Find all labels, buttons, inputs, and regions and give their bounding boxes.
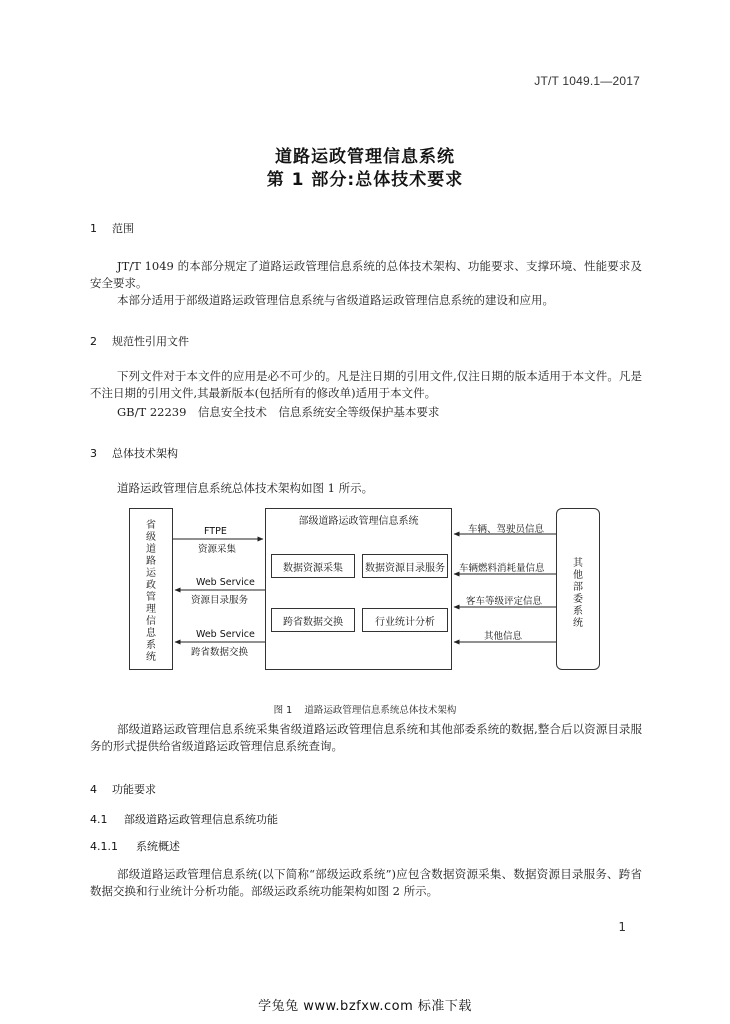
section-number: 3 [90, 447, 97, 460]
caption-text: 道路运政管理信息系统总体技术架构 [304, 705, 457, 716]
section-3-paragraph-2: 部级道路运政管理信息系统采集省级道路运政管理信息系统和其他部委系统的数据,整合后以资源目录服务的形式提供给省级道路运政管理信息系统查询。 [90, 722, 642, 753]
caption-number: 图 1 [273, 705, 293, 716]
section-title: 规范性引用文件 [112, 335, 189, 348]
section-title: 部级道路运政管理信息系统功能 [124, 813, 278, 826]
section-title: 范围 [112, 222, 134, 235]
standard-code: JT/T 1049.1—2017 [534, 74, 640, 88]
section-number: 2 [90, 335, 97, 348]
section-2-paragraph-1: 下列文件对于本文件的应用是必不可少的。凡是注日期的引用文件,仅注日期的版本适用于本文件。凡是不注日期的引用文件,其最新版本(包括所有的修改单)适用于本文件。 [90, 369, 642, 400]
right-arrow-1-label: 车辆、驾驶员信息 [468, 524, 545, 535]
module-statistics-analysis: 行业统计分析 [362, 608, 448, 632]
section-4-1-1-paragraph-1: 部级道路运政管理信息系统(以下简称“部级运政系统”)应包含数据资源采集、数据资源目录服务、跨省数据交换和行业统计分析功能。部级运政系统功能架构如图 2 所示。 [90, 867, 642, 898]
section-4-heading [90, 781, 156, 797]
page-number: 1 [618, 920, 626, 934]
right-arrow-4-label: 其他信息 [484, 631, 523, 642]
left-arrow-3-top: Web Service [196, 629, 255, 640]
left-arrow-3-bottom: 跨省数据交换 [191, 647, 249, 658]
section-number: 4 [90, 783, 97, 796]
section-number: 1 [90, 222, 97, 235]
section-1-paragraph-2: 本部分适用于部级道路运政管理信息系统与省级道路运政管理信息系统的建设和应用。 [117, 293, 554, 307]
section-3-paragraph-1: 道路运政管理信息系统总体技术架构如图 1 所示。 [117, 481, 374, 495]
section-number: 4.1 [90, 813, 108, 826]
left-arrow-1-top: FTPE [204, 526, 227, 537]
normative-reference: GB/T 22239 信息安全技术 信息系统安全等级保护基本要求 [117, 405, 440, 419]
document-subtitle: 第 1 部分:总体技术要求 [266, 170, 464, 190]
section-number: 4.1.1 [90, 840, 118, 853]
section-1-paragraph-1: JT/T 1049 的本部分规定了道路运政管理信息系统的总体技术架构、功能要求、支撑环境、性能要求及安全要求。 [90, 259, 642, 290]
section-title: 系统概述 [136, 840, 180, 853]
left-arrow-2-top: Web Service [196, 577, 255, 588]
vertical-text: 其 他 部 委 系 统 [573, 558, 583, 629]
section-title: 功能要求 [112, 783, 156, 796]
section-title: 总体技术架构 [112, 447, 178, 460]
right-arrow-3-label: 客车等级评定信息 [466, 596, 543, 607]
module-directory-service: 数据资源目录服务 [362, 554, 448, 578]
section-4-1-heading [90, 811, 278, 827]
module-cross-province-exchange: 跨省数据交换 [271, 608, 355, 632]
document-title: 道路运政管理信息系统 [275, 147, 455, 167]
left-arrow-1-bottom: 资源采集 [198, 544, 237, 555]
right-arrow-2-label: 车辆燃料消耗量信息 [459, 563, 545, 574]
module-data-collection: 数据资源采集 [271, 554, 355, 578]
ministry-system-title: 部级道路运政管理信息系统 [298, 515, 419, 527]
vertical-text: 省 级 道 路 运 政 管 理 信 息 系 统 [146, 520, 156, 663]
section-4-1-1-heading [90, 838, 180, 854]
footer-watermark: 学兔兔 www.bzfxw.com 标准下载 [258, 999, 472, 1014]
left-arrow-2-bottom: 资源目录服务 [191, 595, 249, 606]
figure-1-caption [0, 702, 730, 716]
